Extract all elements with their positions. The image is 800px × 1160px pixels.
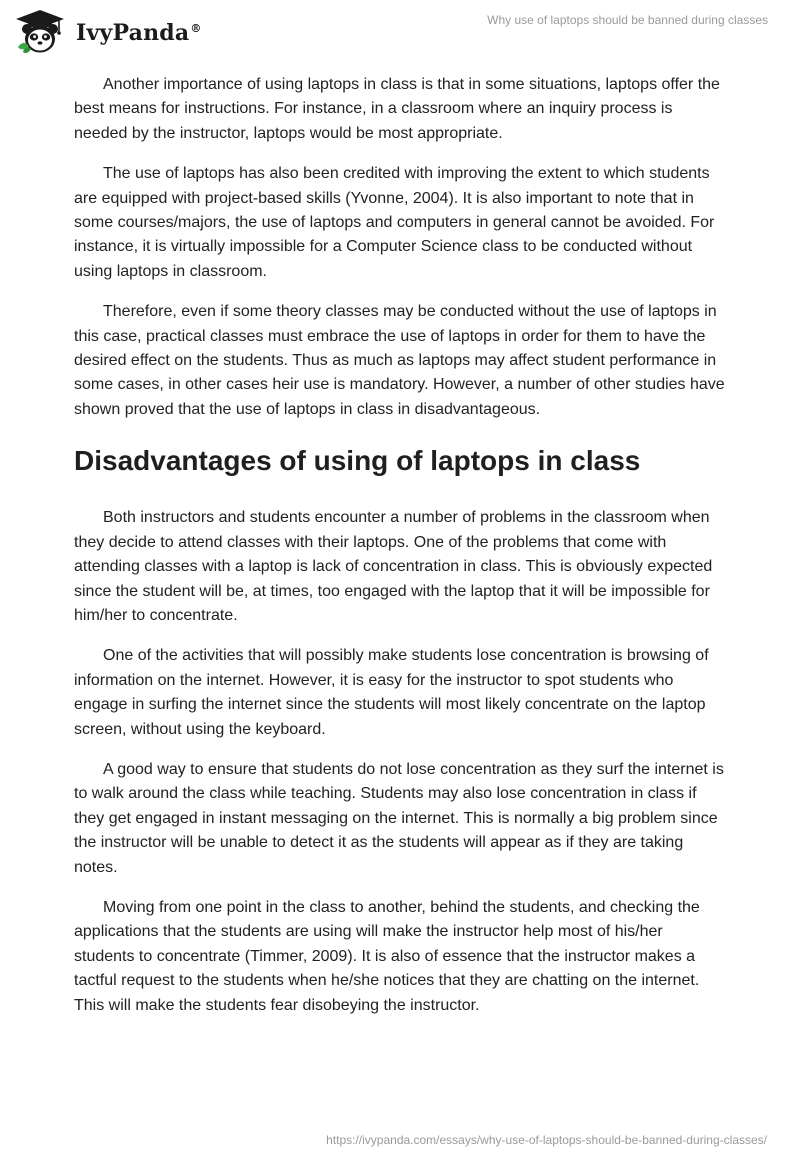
body-paragraph: One of the activities that will possibly make students lose concentration is browsing of information on the internet. However, it is easy for the instructor to spot students who engage in surfing the internet since the students will most likely concentrate on the laptop screen, without using the keyboard. [74, 647, 709, 738]
body-paragraph: The use of laptops has also been credited with improving the extent to which students are equipped with project-based skills (Yvonne, 2004). It is also important to note that in some courses/majors, the use of laptops and computers in general cannot be avoided. For instance, it is virtually impossible for a Computer Science class to be conducted without using laptops in classroom. [74, 165, 715, 280]
body-paragraph: Both instructors and students encounter a number of problems in the classroom when they decide to attend classes with their laptops. One of the problems that come with attending classes with a laptop is lack of concentration in class. This is obviously expected since the student will be, at times, too engaged with the laptop that it will be impossible for him/her to concentrate. [74, 509, 713, 624]
body-paragraph: A good way to ensure that students do not lose concentration as they surf the internet is to walk around the class while teaching. Students may also lose concentration in class if they get engaged in instant messaging on the internet. This is normally a big problem since the instructor will be unable to detect it as the students will appear as if they are taking notes. [74, 760, 724, 876]
body-paragraph: Another importance of using laptops in class is that in some situations, laptops offer the best means for instructions. For instance, in a classroom where an inquiry process is needed by the instructor, laptops would be most appropriate. [74, 76, 720, 142]
document-title: Why use of laptops should be banned during classes [487, 13, 768, 27]
essay-body [74, 73, 726, 1034]
section-heading: Disadvantages of using of laptops in class [74, 445, 641, 477]
brand-name: IvyPanda® [76, 20, 202, 46]
page-header [0, 0, 800, 60]
source-url[interactable]: https://ivypanda.com/essays/why-use-of-laptops-should-be-banned-during-classes/ [326, 1133, 767, 1147]
panda-graduate-icon [14, 8, 66, 56]
body-paragraph: Moving from one point in the class to another, behind the students, and checking the applications that the students are using will make the instructor help most of his/her students to concentrate (Timmer, 2009). It is also of essence that the instructor makes a tactful request to the students when he/she notices that they are chatting on the internet. This will make the students fear disobeying the instructor. [74, 898, 700, 1014]
brand-logo[interactable] [14, 9, 202, 55]
body-paragraph: Therefore, even if some theory classes may be conducted without the use of laptops in this case, practical classes must embrace the use of laptops in order for them to have the desired effect on the students. Thus as much as laptops may affect student performance in some cases, in other cases heir use is mandatory. However, a number of other studies have shown proved that the use of laptops in class in disadvantageous. [74, 303, 725, 418]
